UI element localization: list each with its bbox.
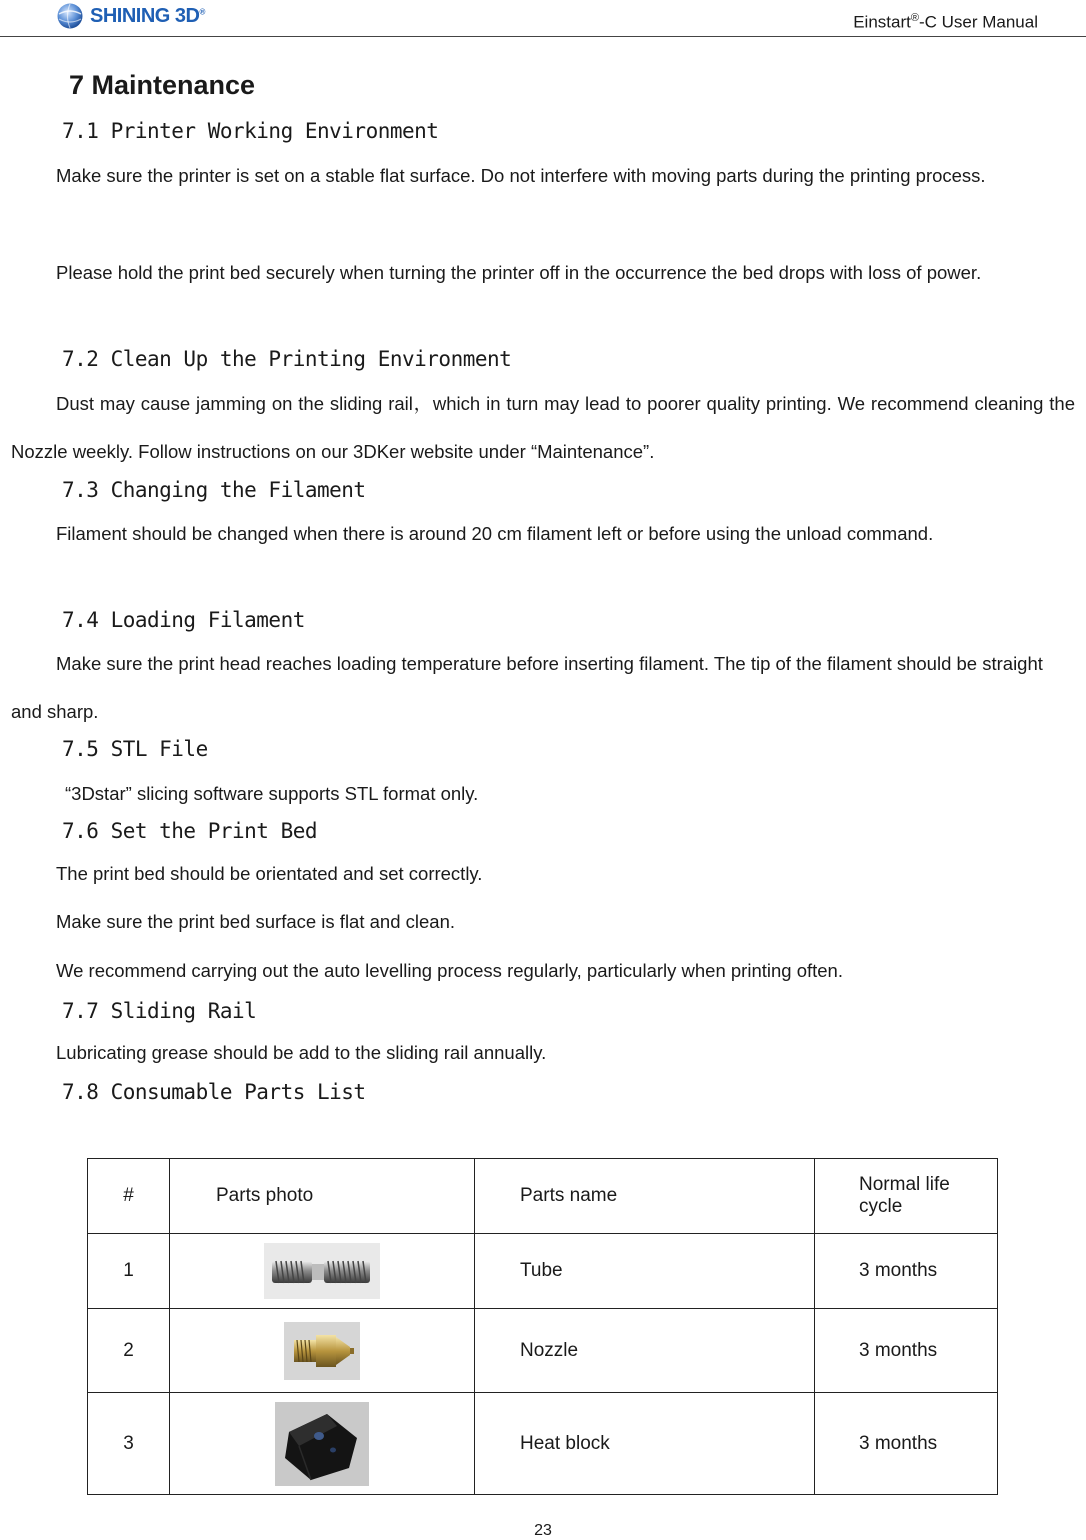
- paragraph-7-7-1: Lubricating grease should be add to the sliding rail annually.: [56, 1042, 547, 1063]
- row-name: Tube: [475, 1234, 815, 1309]
- manual-title: Einstart®-C User Manual: [853, 12, 1038, 32]
- row-number: 3: [88, 1393, 170, 1495]
- paragraph-7-2-1: Dust may cause jamming on the sliding rail，which in turn may lead to poorer quality printing. We recommend cleaning the Nozzle weekly. Follow instructions on our 3DKer website under “Maintenance”.: [11, 393, 1075, 462]
- paragraph-7-6-3: We recommend carrying out the auto levelling process regularly, particularly when printing often.: [56, 960, 843, 981]
- section-title-7-4: 7.4 Loading Filament: [62, 608, 305, 632]
- paragraph-7-6-2: Make sure the print bed surface is flat and clean.: [56, 911, 455, 932]
- paragraph-7-1-2: Please hold the print bed securely when turning the printer off in the occurrence the bed drops with loss of power.: [56, 262, 982, 283]
- nozzle-photo-icon: [284, 1322, 360, 1380]
- paragraph-7-5-1: “3Dstar” slicing software supports STL format only.: [65, 783, 479, 804]
- row-name: Nozzle: [475, 1309, 815, 1393]
- brand-logo: [56, 0, 205, 32]
- chapter-title: 7 Maintenance: [69, 70, 256, 100]
- paragraph-7-4-1: Make sure the print head reaches loading temperature before inserting filament. The tip of the filament should be straight and sharp.: [11, 653, 1043, 722]
- row-life: 3 months: [815, 1309, 998, 1393]
- header-cell-number: #: [88, 1159, 170, 1234]
- section-title-7-3: 7.3 Changing the Filament: [62, 478, 366, 502]
- table-row: [88, 1393, 998, 1495]
- table-row: [88, 1309, 998, 1393]
- row-photo: [170, 1393, 475, 1495]
- table-row: [88, 1234, 998, 1309]
- header-cell-photo: Parts photo: [170, 1159, 475, 1234]
- paragraph-7-3-1: Filament should be changed when there is around 20 cm filament left or before using the unload command.: [56, 523, 934, 544]
- page-number: 23: [534, 1522, 552, 1539]
- paragraph-7-1-1: Make sure the printer is set on a stable flat surface. Do not interfere with moving parts during the printing process.: [56, 165, 986, 186]
- section-title-7-7: 7.7 Sliding Rail: [62, 999, 257, 1023]
- tube-photo-icon: [264, 1243, 380, 1299]
- row-number: 2: [88, 1309, 170, 1393]
- section-title-7-8: 7.8 Consumable Parts List: [62, 1080, 366, 1104]
- section-title-7-1: 7.1 Printer Working Environment: [62, 119, 439, 143]
- header-divider: [0, 36, 1086, 37]
- row-name: Heat block: [475, 1393, 815, 1495]
- section-title-7-5: 7.5 STL File: [62, 737, 208, 761]
- header-cell-name: Parts name: [475, 1159, 815, 1234]
- row-life: 3 months: [815, 1234, 998, 1309]
- consumable-parts-table: [87, 1158, 998, 1495]
- row-life: 3 months: [815, 1393, 998, 1495]
- table-header-row: [88, 1159, 998, 1234]
- row-photo: [170, 1234, 475, 1309]
- section-title-7-2: 7.2 Clean Up the Printing Environment: [62, 347, 512, 371]
- row-number: 1: [88, 1234, 170, 1309]
- section-title-7-6: 7.6 Set the Print Bed: [62, 819, 318, 843]
- heat-block-photo-icon: [275, 1402, 369, 1486]
- logo-text: SHINING 3D®: [90, 4, 205, 27]
- row-photo: [170, 1309, 475, 1393]
- globe-logo-icon: [56, 2, 84, 30]
- header-cell-life: Normal life cycle: [815, 1159, 998, 1234]
- paragraph-7-6-1: The print bed should be orientated and set correctly.: [56, 863, 483, 884]
